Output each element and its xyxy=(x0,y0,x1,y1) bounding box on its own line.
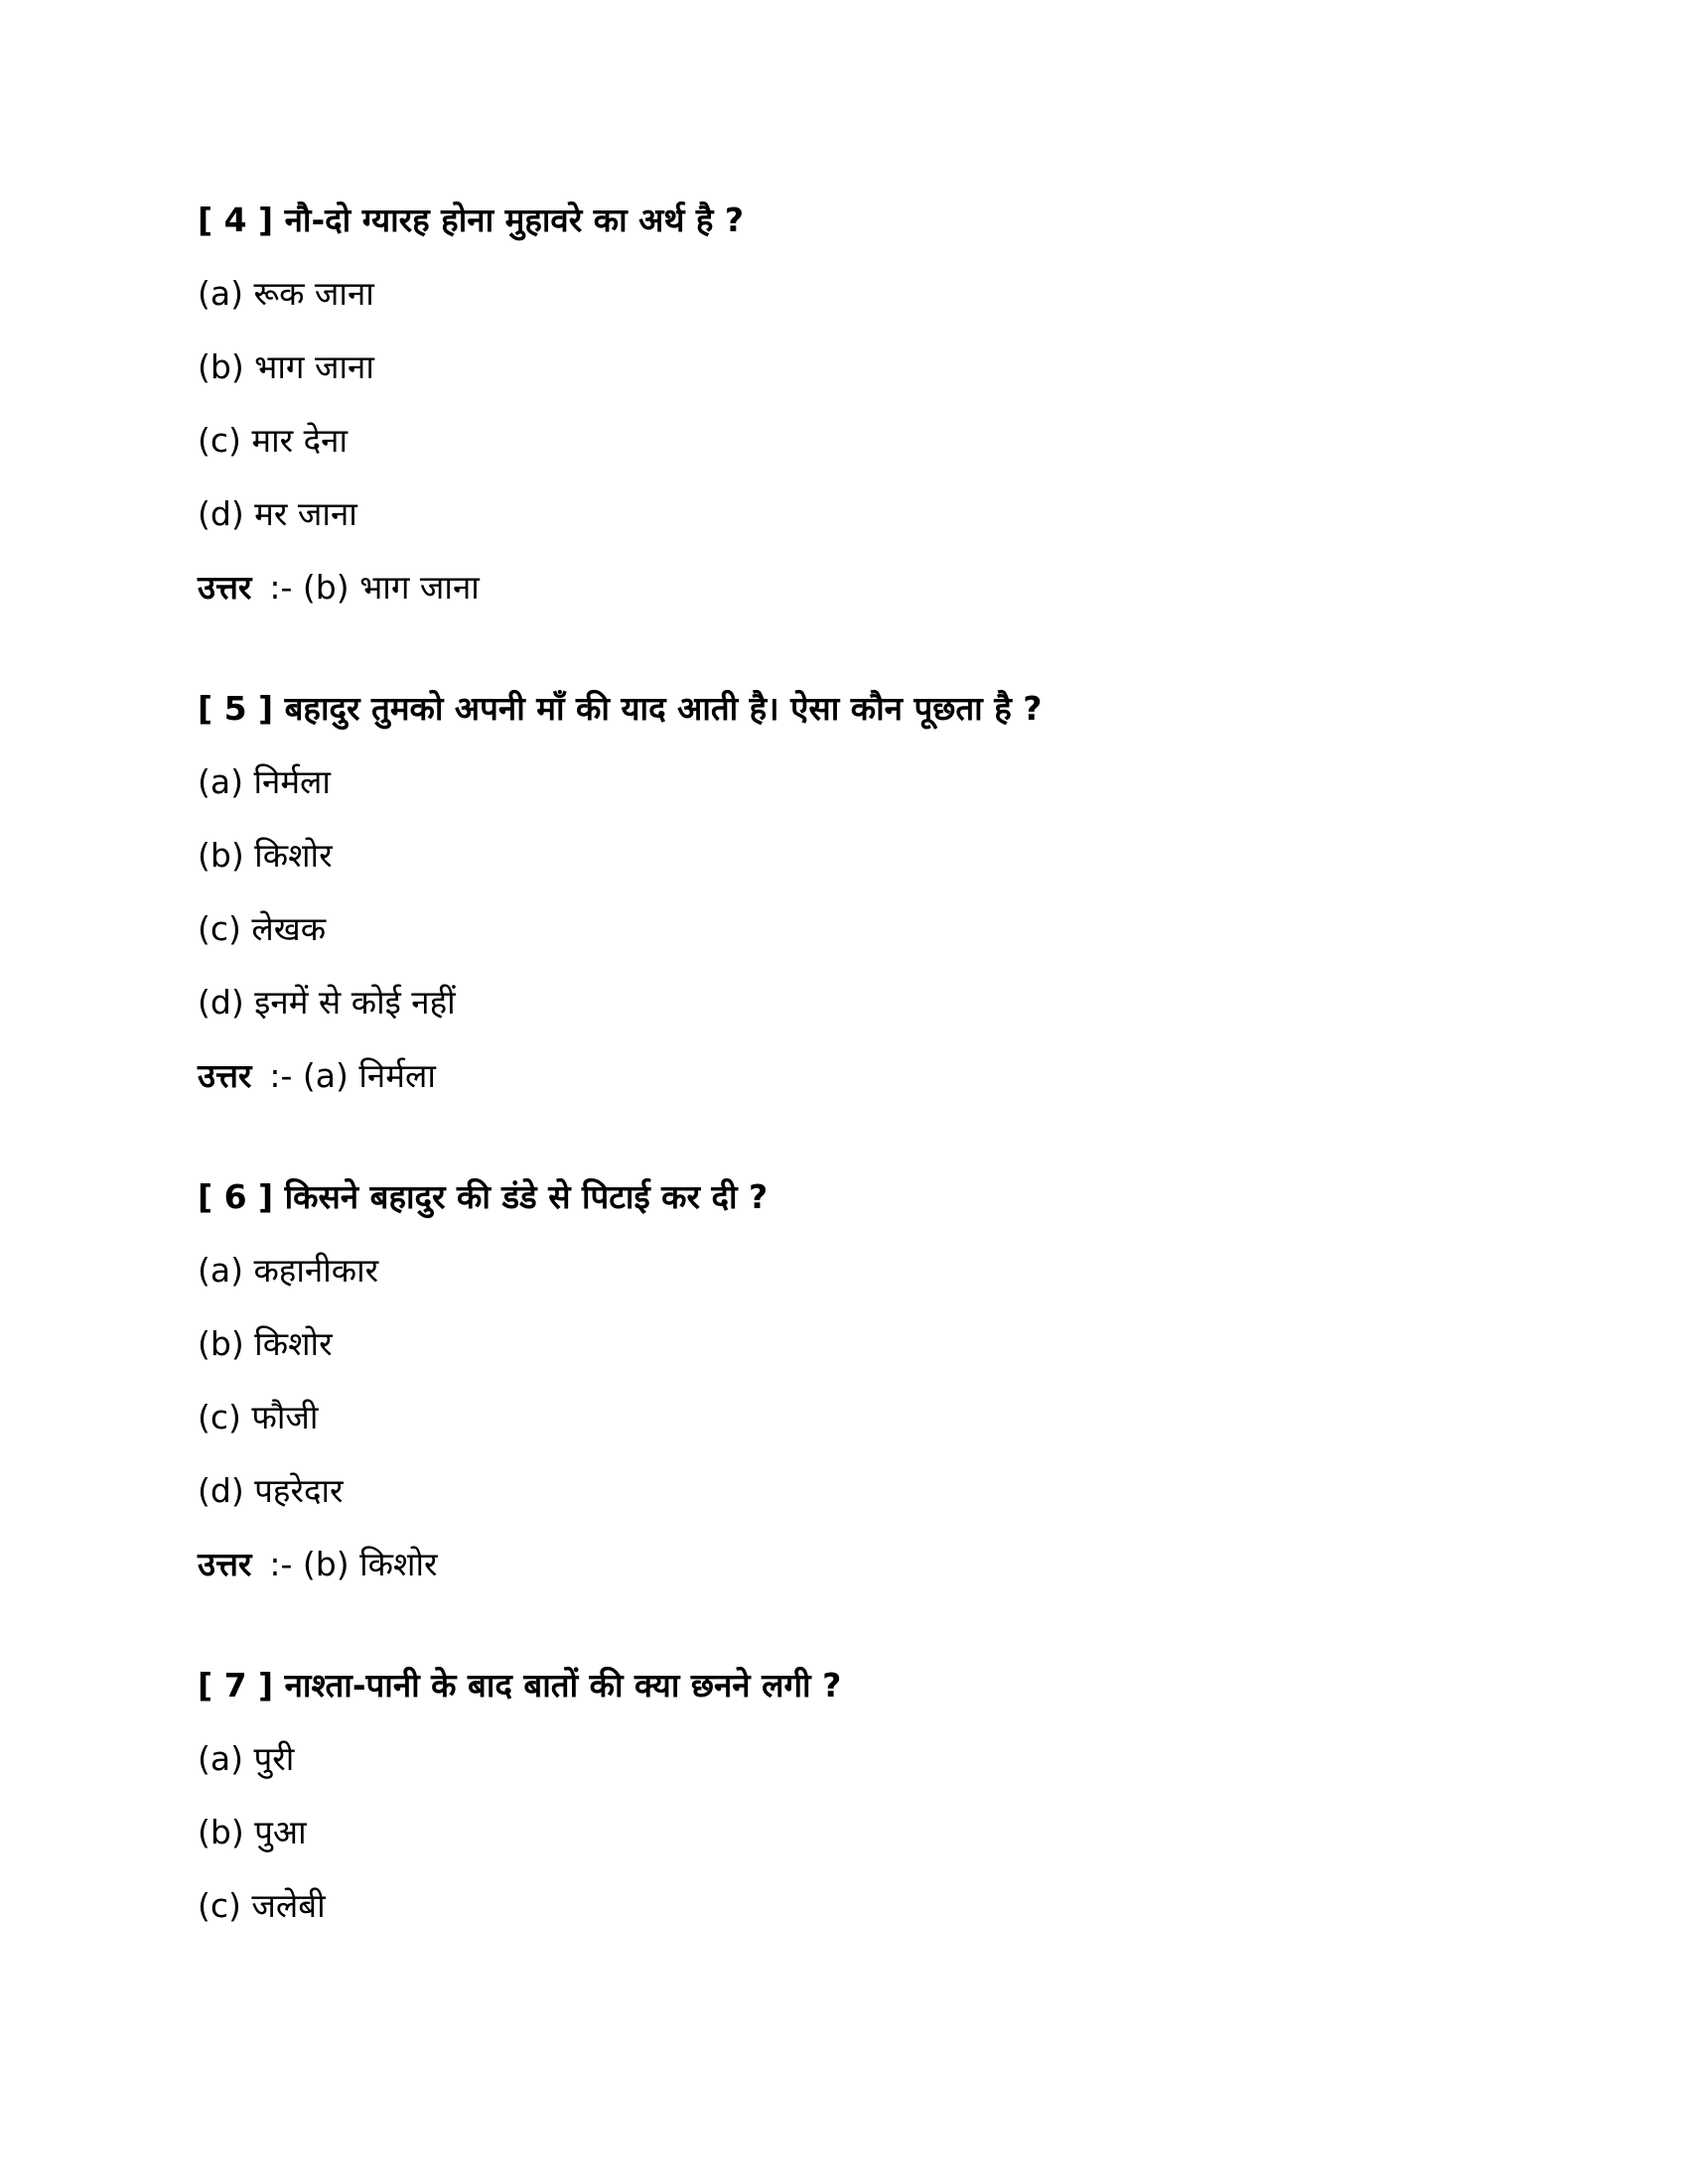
answer-separator: :- xyxy=(269,568,293,607)
question-7 xyxy=(198,1649,1042,1943)
question-5 xyxy=(198,672,1042,1113)
option-a: (a) निर्मला xyxy=(198,762,331,801)
option-a: (a) कहानीकार xyxy=(198,1251,379,1290)
option-c: (c) मार देना xyxy=(198,421,349,460)
question-title: [ 7 ] नाश्ता-पानी के बाद बातों की क्या छनने लगी ? xyxy=(198,1666,842,1705)
option-c: (c) लेखक xyxy=(198,909,327,948)
option-b: (b) भाग जाना xyxy=(198,347,374,386)
option-a: (a) पुरी xyxy=(198,1739,295,1778)
answer-label: उत्तर xyxy=(198,568,252,607)
option-a: (a) रूक जाना xyxy=(198,274,374,313)
option-d: (d) मर जाना xyxy=(198,494,357,533)
answer-value: (a) निर्मला xyxy=(302,1056,436,1095)
question-title: [ 6 ] किसने बहादुर की डंडे से पिटाई कर दी ? xyxy=(198,1177,769,1216)
option-d: (d) इनमें से कोई नहीं xyxy=(198,983,456,1022)
option-b: (b) किशोर xyxy=(198,836,333,875)
option-c: (c) जलेबी xyxy=(198,1886,326,1925)
answer-value: (b) भाग जाना xyxy=(302,568,480,607)
question-title: [ 4 ] नौ-दो ग्यारह होना मुहावरे का अर्थ है ? xyxy=(198,201,745,239)
answer-separator: :- xyxy=(269,1056,293,1095)
answer-line xyxy=(198,1528,1042,1601)
option-d: (d) पहरेदार xyxy=(198,1471,344,1510)
answer-line xyxy=(198,551,1042,624)
option-c: (c) फौजी xyxy=(198,1398,319,1436)
question-6 xyxy=(198,1160,1042,1601)
answer-label: उत्तर xyxy=(198,1056,252,1095)
answer-separator: :- xyxy=(269,1545,293,1583)
answer-value: (b) किशोर xyxy=(302,1545,438,1583)
document-page xyxy=(198,184,1042,1990)
option-b: (b) किशोर xyxy=(198,1324,333,1363)
answer-label: उत्तर xyxy=(198,1545,252,1583)
answer-line xyxy=(198,1039,1042,1113)
option-b: (b) पुआ xyxy=(198,1813,307,1851)
question-4 xyxy=(198,184,1042,624)
question-title: [ 5 ] बहादुर तुमको अपनी माँ की याद आती है। ऐसा कौन पूछता है ? xyxy=(198,689,1043,728)
